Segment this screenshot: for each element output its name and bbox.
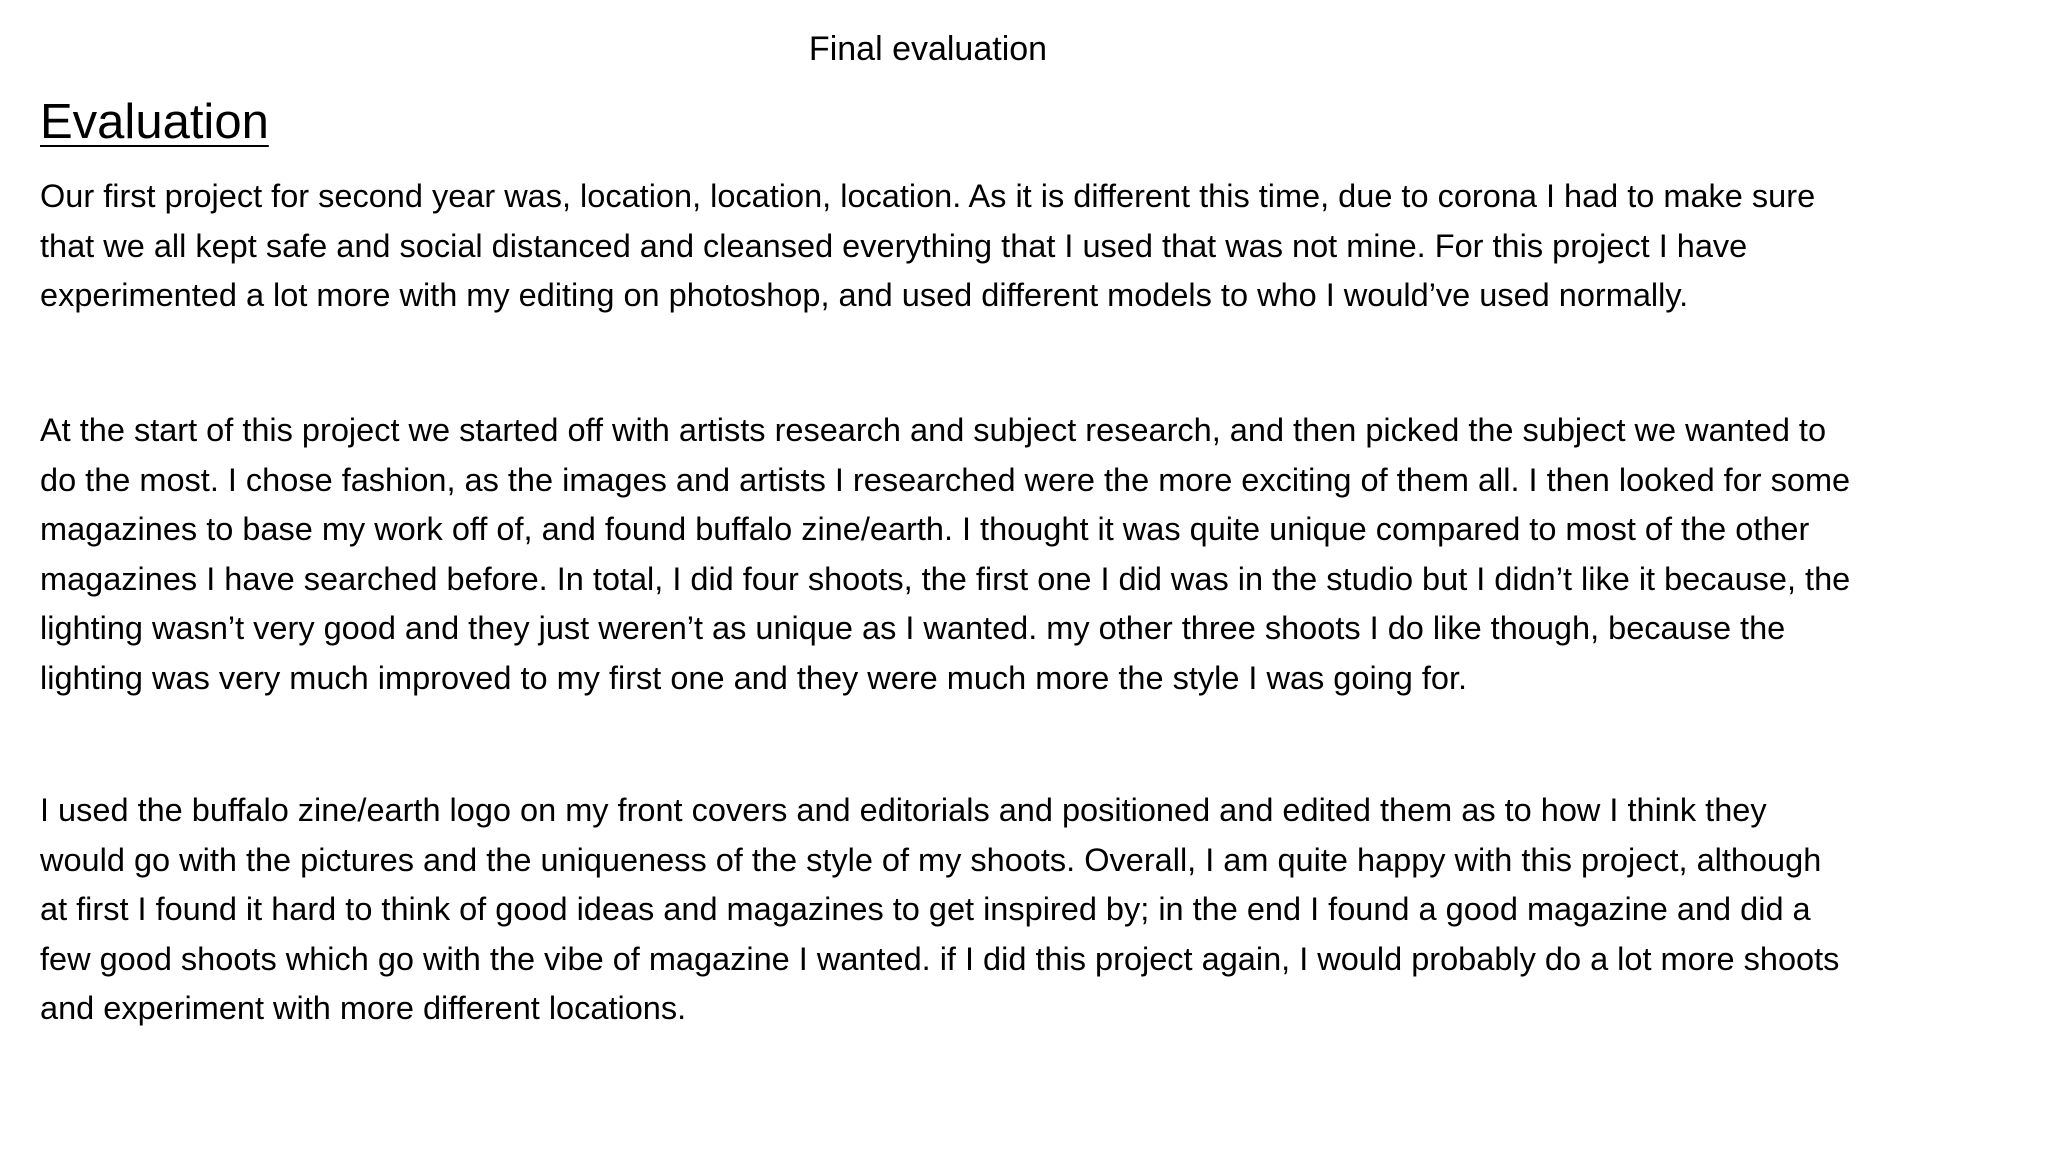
evaluation-heading: Evaluation	[40, 95, 269, 149]
slide-title: Final evaluation	[808, 30, 1048, 68]
paragraph-intro: Our first project for second year was, location, location, location. As it is different this time, due to corona I had to make sure that we all kept safe and social distanced and cleansed everything that I used that was not mine. For this project I have experimented a lot more with my editing on photoshop, and used different models to who I would’ve used normally.	[40, 178, 1816, 313]
paragraph-conclusion: I used the buffalo zine/earth logo on my front covers and editorials and positioned and edited them as to how I think they would go with the pictures and the uniqueness of the style of my shoots. Overall, I am quite happy with this project, although at first I found it hard to think of good ideas and magazines to get inspired by; in the end I found a good magazine and did a few good shoots which go with the vibe of magazine I wanted. if I did this project again, I would probably do a lot more shoots and experiment with more different locations.	[40, 792, 1840, 1026]
paragraph-process: At the start of this project we started off with artists research and subject research, and then picked the subject we wanted to do the most. I chose fashion, as the images and artists I researched were the more exciting of them all. I then looked for some magazines to base my work off of, and found buffalo zine/earth. I thought it was quite unique compared to most of the other magazines I have searched before. In total, I did four shoots, the first one I did was in the studio but I didn’t like it because, the lighting wasn’t very good and they just weren’t as unique as I wanted. my other three shoots I do like though, because the lighting was very much improved to my first one and they were much more the style I was going for.	[40, 412, 1851, 696]
